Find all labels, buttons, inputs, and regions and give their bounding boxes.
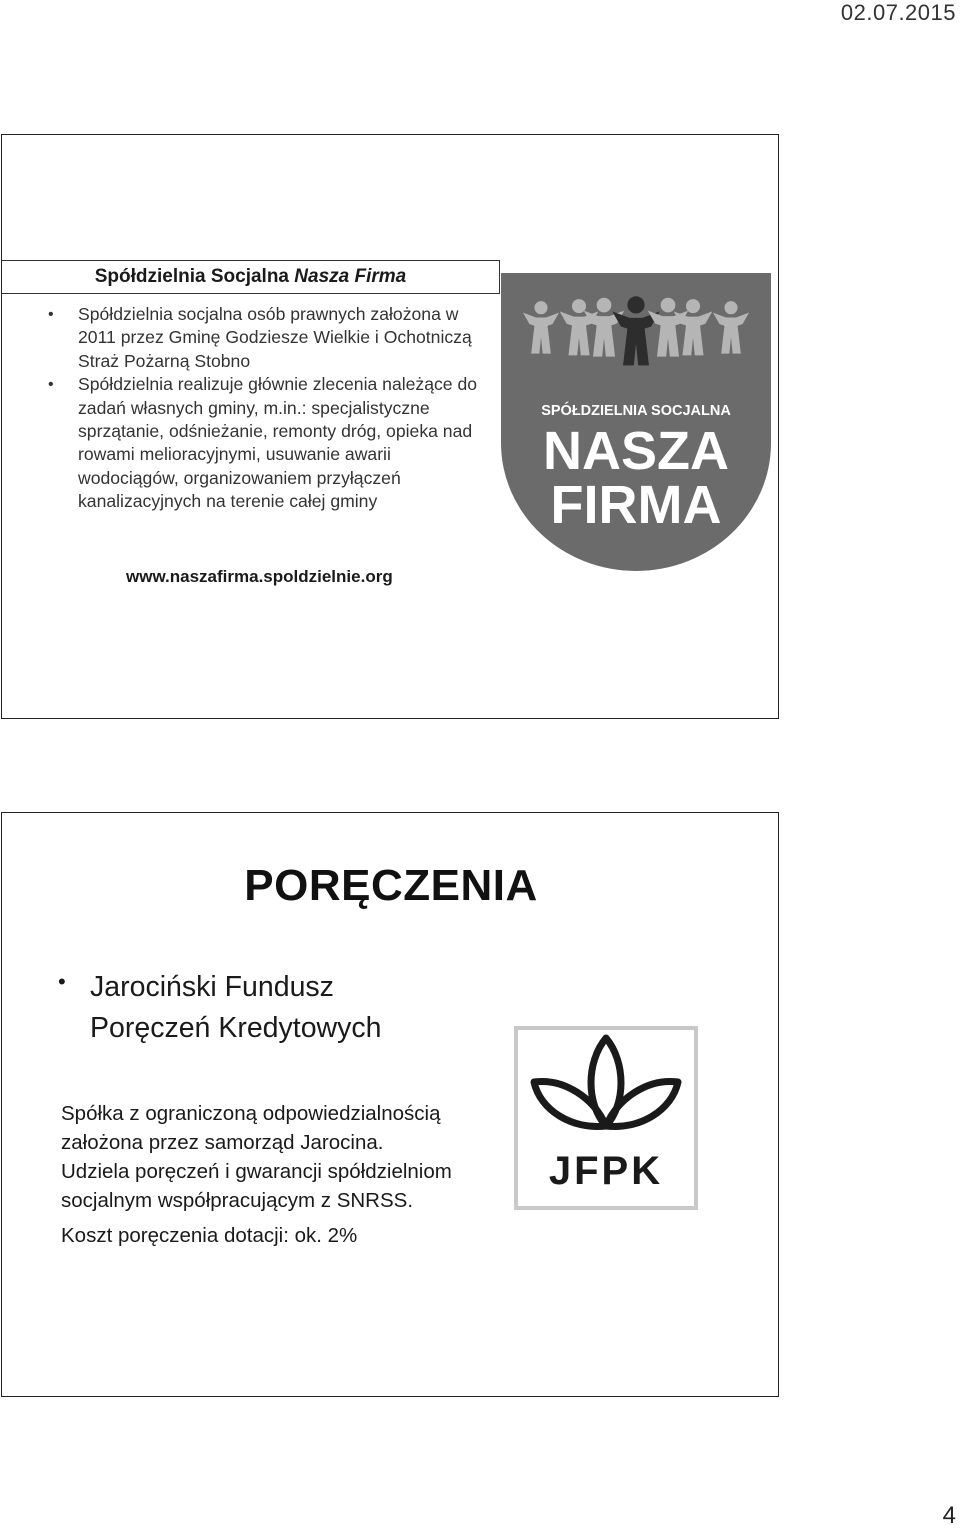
document-date: 02.07.2015 <box>840 0 956 25</box>
logo-text-line1: SPÓŁDZIELNIA SOCJALNA <box>541 403 731 419</box>
title-plain: Spółdzielnia Socjalna <box>94 266 290 287</box>
slide-title <box>2 260 500 294</box>
bullet-icon: • <box>48 376 54 394</box>
list-item-text <box>90 967 498 1049</box>
body-text <box>61 1099 511 1250</box>
list-item <box>48 303 488 373</box>
title-italic: Nasza Firma <box>294 266 407 287</box>
slide-title: PORĘCZENIA <box>244 861 538 910</box>
list-item-text: Spółdzielnia realizuje głównie zlecenia należące do zadań własnych gminy, m.in.: specjalistyczne sprzątanie, odśnieżanie, remonty dróg, opieka nad rowami melioracyjnymi, usuwanie awarii wodociągów, organizowaniem przyłączeń kanalizacyjnych na terenie całej gminy <box>78 374 478 512</box>
body-line: Udziela poręczeń i gwarancji spółdzielniom <box>61 1160 452 1183</box>
website-link[interactable]: www.naszafirma.spoldzielnie.org <box>126 567 393 586</box>
page-number: 4 <box>942 1502 956 1529</box>
logo-text-line2: NASZA <box>543 421 729 481</box>
list-item-text: Spółdzielnia socjalna osób prawnych założona w 2011 przez Gminę Godziesze Wielkie i Ochotniczą Straż Pożarną Stobno <box>78 304 472 371</box>
logo-text-line3: FIRMA <box>550 475 722 535</box>
bullet-line-1: Jarociński Fundusz <box>90 971 334 1003</box>
bullet-icon: • <box>58 969 66 994</box>
bullet-icon: • <box>48 306 54 323</box>
logo-text: JFPK <box>548 1149 664 1193</box>
body-line: Spółka z ograniczoną odpowiedzialnością <box>61 1102 441 1125</box>
list-item <box>58 967 498 1049</box>
body-line: socjalnym współpracującym z SNRSS. <box>61 1189 414 1212</box>
bullet-line-2: Poręczeń Kredytowych <box>90 1012 382 1044</box>
nasza-firma-logo <box>501 273 771 573</box>
body-line: Koszt poręczenia dotacji: ok. 2% <box>61 1224 358 1247</box>
jfpk-logo <box>514 1026 698 1210</box>
slide-poreczenia <box>1 812 779 1397</box>
slide-nasza-firma <box>1 134 779 719</box>
list-item <box>48 373 488 513</box>
bullet-list <box>48 303 488 514</box>
body-line: założona przez samorząd Jarocina. <box>61 1131 384 1154</box>
